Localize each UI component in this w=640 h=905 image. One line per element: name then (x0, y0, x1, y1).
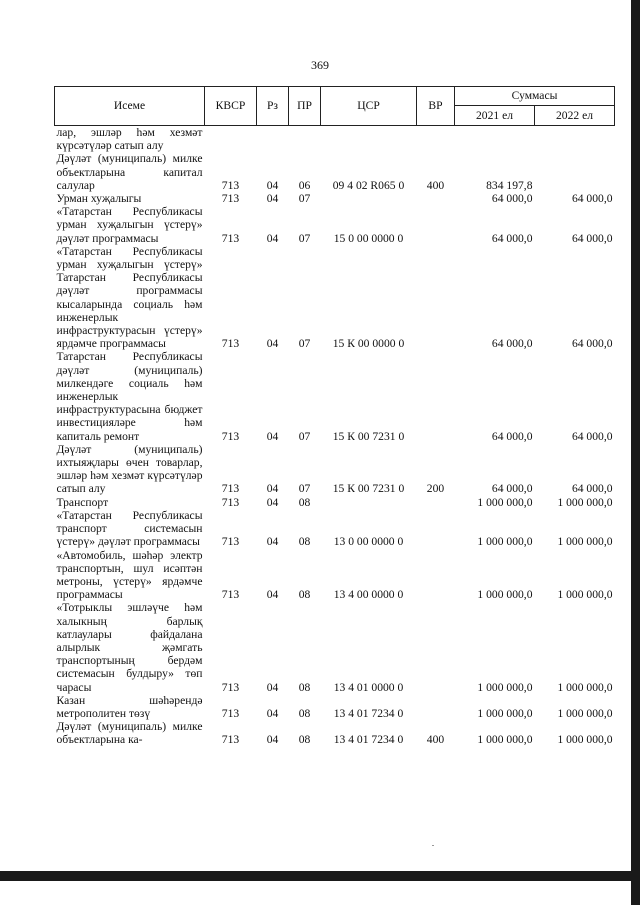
row-name: «Автомобиль, шәһәр электр транспортын, шул исәптән метроны, үстерү» ярдәмче программасы (56, 548, 203, 602)
budget-table (54, 86, 615, 747)
row-pr: 08 (298, 706, 311, 720)
row-kvsr: 713 (221, 495, 240, 509)
row-sum-2022: 1 000 000,0 (557, 535, 613, 549)
row-name: «Татарстан Республикасы транспорт системасын үстерү» дәүләт программасы (56, 508, 203, 549)
header-pr: ПР (289, 87, 321, 126)
table-row (55, 152, 615, 192)
row-pr (289, 126, 321, 153)
row-rz: 04 (266, 337, 279, 351)
row-vr (417, 126, 455, 153)
row-rz: 04 (266, 706, 279, 720)
row-name: лар, эшләр һәм хезмәт күрсәтүләр сатып алу (56, 126, 203, 153)
row-name: Транспорт (56, 495, 109, 509)
table-row (55, 496, 615, 509)
header-rz: Рз (257, 87, 289, 126)
row-sum-2021: 1 000 000,0 (477, 535, 533, 549)
row-name: Урман хуҗалыгы (56, 192, 142, 206)
row-vr: 200 (426, 482, 445, 496)
row-pr: 06 (298, 178, 311, 192)
row-sum-2021: 64 000,0 (491, 482, 533, 496)
row-rz: 04 (266, 680, 279, 694)
row-pr: 07 (298, 337, 311, 351)
header-year-2022: 2022 ел (535, 106, 615, 126)
scan-speck (432, 845, 434, 846)
table-row (55, 192, 615, 205)
row-vr (417, 205, 455, 245)
table-row (55, 205, 615, 245)
row-vr: 400 (426, 178, 445, 192)
row-sum-2021: 1 000 000,0 (477, 588, 533, 602)
row-sum-2022: 1 000 000,0 (557, 733, 613, 747)
row-sum-2021: 64 000,0 (491, 337, 533, 351)
row-pr: 08 (298, 495, 311, 509)
table-row (55, 720, 615, 746)
row-pr: 08 (298, 733, 311, 747)
row-vr (417, 601, 455, 693)
row-kvsr: 713 (221, 706, 240, 720)
row-sum-2021: 64 000,0 (491, 429, 533, 443)
row-sum-2022: 1 000 000,0 (557, 588, 613, 602)
header-year-2021: 2021 ел (455, 106, 535, 126)
row-rz: 04 (266, 429, 279, 443)
row-kvsr: 713 (221, 429, 240, 443)
row-vr (417, 509, 455, 549)
row-rz: 04 (266, 535, 279, 549)
header-sums: Суммасы (455, 87, 615, 106)
row-name: Дәүләт (муниципаль) милке объектларына ка- (56, 720, 203, 747)
row-pr: 08 (298, 535, 311, 549)
row-sum-2022 (535, 152, 615, 192)
row-rz: 04 (266, 178, 279, 192)
row-sum-2022: 64 000,0 (571, 337, 613, 351)
row-name: «Тотрыклы эшләүче һәм халыкның барлық катлаулары файдалана алырлык җәмгать транспортының бердәм системасын булдыру» төп чарасы (56, 601, 203, 694)
row-rz: 04 (266, 192, 279, 206)
row-csr: 15 0 00 0000 0 (333, 231, 404, 245)
header-csr: ЦСР (321, 87, 417, 126)
row-csr: 13 4 01 7234 0 (333, 706, 404, 720)
row-csr: 13 0 00 0000 0 (333, 535, 404, 549)
row-sum-2022: 64 000,0 (571, 482, 613, 496)
row-csr (321, 496, 417, 509)
table-row (55, 350, 615, 442)
row-name: «Татарстан Республикасы урман хуҗалыгын үстерү» дәүләт программасы (56, 205, 203, 245)
row-vr (417, 694, 455, 720)
row-sum-2021: 1 000 000,0 (477, 706, 533, 720)
row-name: Казан шәһәрендә метрополитен төзү (56, 693, 203, 720)
row-kvsr: 713 (221, 680, 240, 694)
row-kvsr: 713 (221, 192, 240, 206)
row-kvsr: 713 (221, 178, 240, 192)
scan-edge-bottom (0, 871, 640, 881)
row-name: «Татарстан Республикасы урман хуҗалыгын үстерү» Татарстан Республикасы дәүләт программасы кысаларында социаль һәм инженерлык инфраструктурасын үстерү» ярдәмче программасы (56, 244, 203, 351)
row-pr: 08 (298, 588, 311, 602)
row-kvsr: 713 (221, 337, 240, 351)
row-vr: 400 (426, 733, 445, 747)
row-sum-2021: 1 000 000,0 (477, 495, 533, 509)
row-sum-2021: 1 000 000,0 (477, 733, 533, 747)
row-kvsr: 713 (221, 482, 240, 496)
row-sum-2021: 834 197,8 (486, 178, 533, 192)
row-csr: 13 4 01 0000 0 (333, 680, 404, 694)
table-row (55, 509, 615, 549)
row-sum-2021 (455, 126, 535, 153)
row-vr (417, 245, 455, 351)
row-sum-2022: 64 000,0 (571, 231, 613, 245)
row-rz: 04 (266, 495, 279, 509)
row-csr: 09 4 02 R065 0 (332, 178, 405, 192)
table-row (55, 694, 615, 720)
row-kvsr: 713 (221, 535, 240, 549)
row-csr: 15 К 00 7231 0 (332, 429, 405, 443)
row-sum-2022: 1 000 000,0 (557, 495, 613, 509)
row-csr: 15 К 00 7231 0 (332, 482, 405, 496)
row-vr (417, 549, 455, 602)
row-rz: 04 (266, 231, 279, 245)
row-vr (417, 350, 455, 442)
table-row (55, 443, 615, 496)
row-sum-2022 (535, 126, 615, 153)
row-name: Дәүләт (муниципаль) милке объектларына капитал салулар (56, 152, 203, 192)
row-csr (321, 192, 417, 205)
row-rz (257, 126, 289, 153)
row-sum-2022: 1 000 000,0 (557, 706, 613, 720)
page-number: 369 (311, 58, 329, 72)
row-pr: 07 (298, 429, 311, 443)
header-kvsr: КВСР (205, 87, 257, 126)
row-vr (417, 496, 455, 509)
row-csr: 15 К 00 0000 0 (332, 337, 405, 351)
row-kvsr (205, 126, 257, 153)
row-rz: 04 (266, 588, 279, 602)
row-sum-2021: 64 000,0 (491, 231, 533, 245)
table-row (55, 126, 615, 153)
row-kvsr: 713 (221, 231, 240, 245)
row-kvsr: 713 (221, 588, 240, 602)
row-sum-2022: 64 000,0 (571, 429, 613, 443)
row-pr: 08 (298, 680, 311, 694)
row-sum-2022: 1 000 000,0 (557, 680, 613, 694)
row-sum-2022: 64 000,0 (571, 192, 613, 206)
row-csr: 13 4 01 7234 0 (333, 733, 404, 747)
header-vr: ВР (417, 87, 455, 126)
table-row (55, 549, 615, 602)
row-pr: 07 (298, 231, 311, 245)
row-name: Татарстан Республикасы дәүләт (муниципаль) милкендәге социаль һәм инженерлык инфраструктурасына бюджет инвестицияләре һәм капиталь ремонт (56, 350, 203, 443)
row-name: Дәүләт (муниципаль) ихтыяҗлары өчен товарлар, эшләр һәм хезмәт күрсәтүләр сатып алу (56, 442, 203, 496)
row-kvsr: 713 (221, 733, 240, 747)
row-rz: 04 (266, 733, 279, 747)
row-vr (417, 192, 455, 205)
header-name: Исеме (55, 87, 205, 126)
row-csr: 13 4 00 0000 0 (333, 588, 404, 602)
row-rz: 04 (266, 482, 279, 496)
row-pr: 07 (298, 192, 311, 206)
row-sum-2021: 1 000 000,0 (477, 680, 533, 694)
row-pr: 07 (298, 482, 311, 496)
row-csr (321, 126, 417, 153)
scan-edge-right (631, 0, 640, 905)
table-row (55, 601, 615, 693)
row-sum-2021: 64 000,0 (491, 192, 533, 206)
table-row (55, 245, 615, 351)
